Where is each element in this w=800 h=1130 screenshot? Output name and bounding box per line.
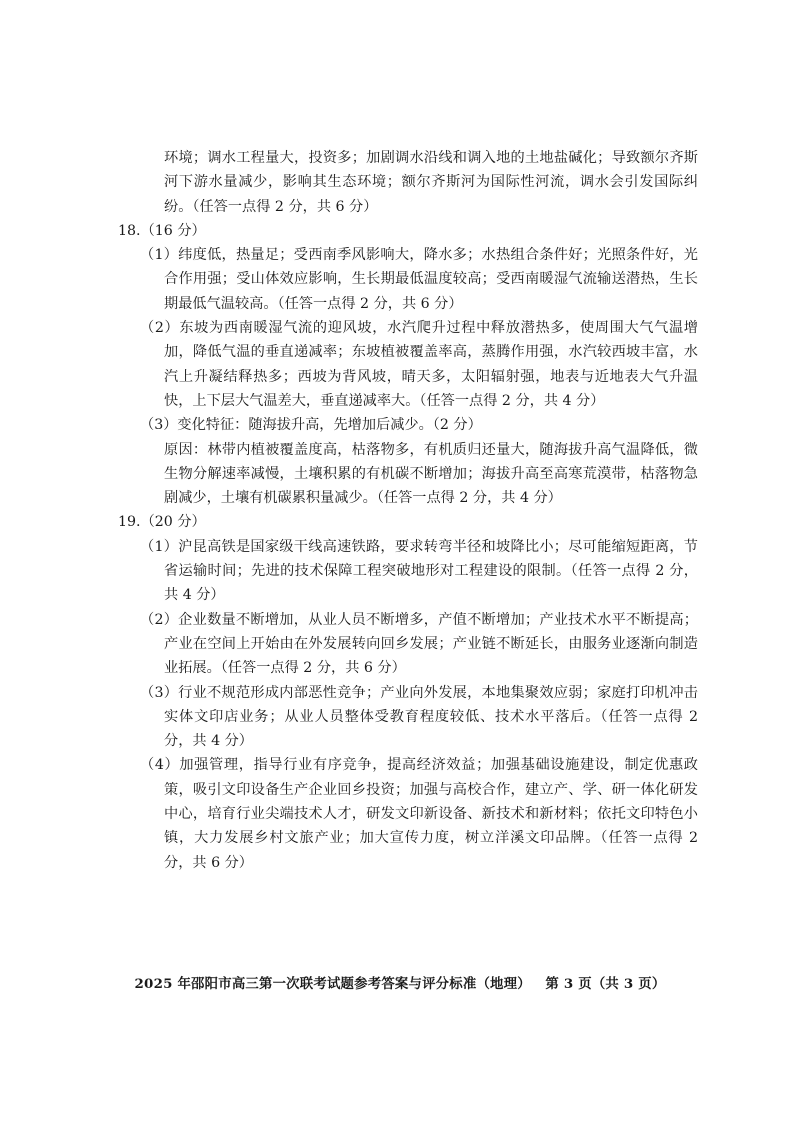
q19-part2: （2）企业数量不断增加，从业人员不断增多，产值不断增加；产业技术水平不断提高；产业在空间上开始由在外发展转向回乡发展；产业链不断延长，由服务业逐渐向制造业拓展。（任答一点得 2 分，共 6 分） (140, 611, 698, 677)
q19-part4: （4）加强管理，指导行业有序竞争，提高经济效益；加强基础设施建设，制定优惠政策，吸引文印设备生产企业回乡投资；加强与高校合作，建立产、学、研一体化研发中心，培育行业尖端技术人才，研发文印新设备、新技术和新材料；依托文印特色小镇，大力发展乡村文旅产业；加大宣传力度，树立洋溪文印品牌。（任答一点得 2 分，共 6 分） (140, 757, 698, 871)
footer-page-number: 第 3 页（共 3 页） (545, 976, 666, 992)
q18-part3-reason: 原因：林带内植被覆盖度高，枯落物多，有机质归还量大，随海拔升高气温降低，微生物分解速率减慢，土壤积累的有机碳不断增加；海拔升高至高寒荒漠带，枯落物急剧减少，土壤有机碳累积量减少。（任答一点得 2 分，共 4 分） (164, 441, 698, 507)
footer-title: 2025 年邵阳市高三第一次联考试题参考答案与评分标准（地理） (134, 976, 531, 992)
q18-part1: （1）纬度低，热量足；受西南季风影响大，降水多；水热组合条件好；光照条件好，光合作用强；受山体效应影响，生长期最低温度较高；受西南暖湿气流输送潜热，生长期最低气温较高。（任答一点得 2 分，共 6 分） (140, 247, 698, 312)
q18-part3-feature: （3）变化特征：随海拔升高，先增加后减少。（2 分） (140, 417, 482, 434)
page-footer (0, 972, 800, 996)
q19-part1: （1）沪昆高铁是国家级干线高速铁路，要求转弯半径和坡降比小；尽可能缩短距离，节省运输时间；先进的技术保障工程突破地形对工程建设的限制。（任答一点得 2 分，共 4 分） (140, 538, 698, 604)
q19-part3: （3）行业不规范形成内部恶性竞争；产业向外发展，本地集聚效应弱；家庭打印机冲击实体文印店业务；从业人员整体受教育程度较低、技术水平落后。（任答一点得 2 分，共 4 分） (140, 684, 698, 750)
q19-header: 19.（20 分） (118, 514, 206, 531)
q17-continuation-text: 环境；调水工程量大，投资多；加剧调水沿线和调入地的土地盐碱化；导致额尔齐斯河下游水量减少，影响其生态环境；额尔齐斯河为国际性河流，调水会引发国际纠纷。（任答一点得 2 分，共 6 分） (164, 150, 698, 215)
q18-part2: （2）东坡为西南暖湿气流的迎风坡，水汽爬升过程中释放潜热多，使周围大气气温增加，降低气温的垂直递减率；东坡植被覆盖率高，蒸腾作用强，水汽较西坡丰富，水汽上升凝结释热多；西坡为背风坡，晴天多，太阳辐射强，地表与近地表大气升温快，上下层大气温差大，垂直递减率大。（任答一点得 2 分，共 4 分） (140, 320, 698, 409)
q18-header: 18.（16 分） (118, 222, 206, 239)
answer-content (118, 146, 698, 875)
